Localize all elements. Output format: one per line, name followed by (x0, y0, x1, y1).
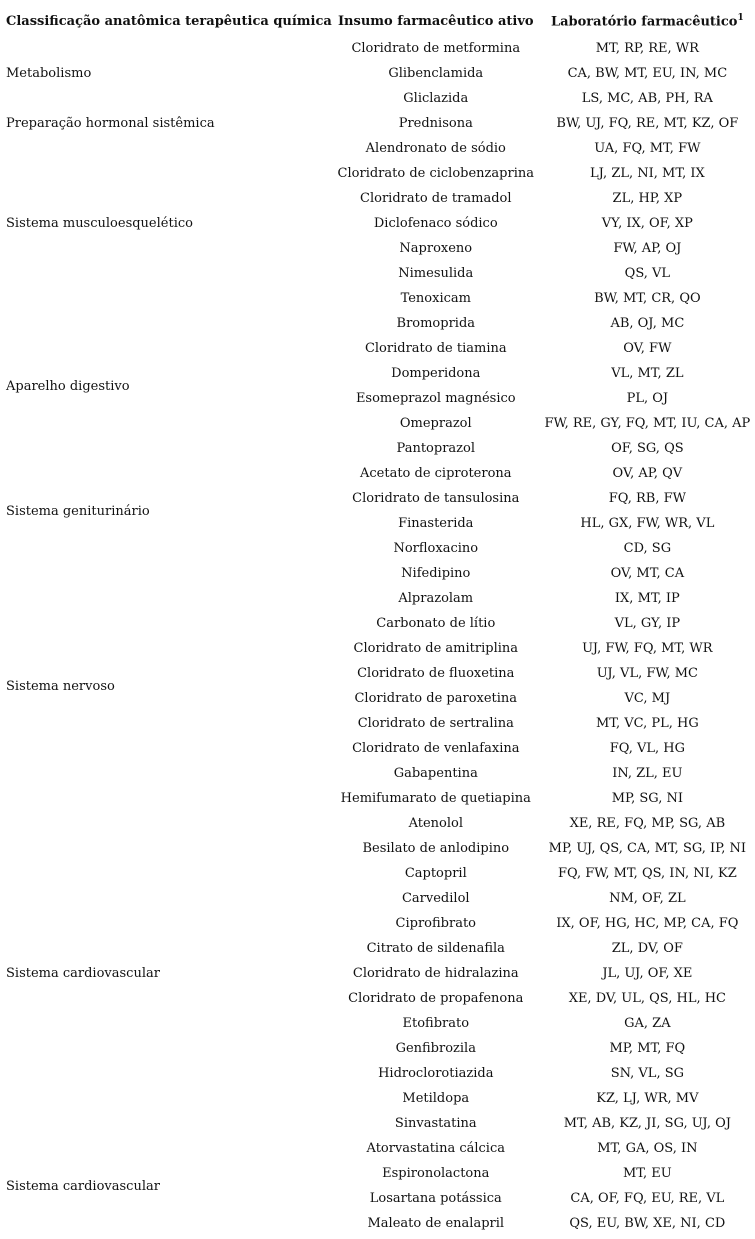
laboratorio-cell: LJ, ZL, NI, MT, IX (589, 166, 705, 181)
insumo-cell: Alprazolam (398, 591, 474, 606)
insumo-cell: Gabapentina (393, 766, 478, 781)
table-row (6, 811, 755, 836)
insumo-cell: Sinvastatina (394, 1116, 477, 1131)
laboratorio-cell: MT, AB, KZ, JI, SG, UJ, OJ (563, 1116, 731, 1131)
insumo-cell: Carvedilol (401, 891, 470, 906)
laboratorio-cell: ZL, DV, OF (611, 941, 683, 956)
insumo-cell: Maleato de enalapril (367, 1216, 505, 1231)
header-laboratorio-label: Laboratório farmacêutico (550, 14, 738, 30)
insumo-cell: Gliclazida (403, 91, 469, 106)
laboratorio-cell: OF, SG, QS (611, 441, 684, 456)
insumo-cell: Metildopa (402, 1091, 470, 1106)
insumo-cell: Citrato de sildenafila (366, 941, 505, 956)
insumo-cell: Omeprazol (399, 416, 472, 431)
header-laboratorio (540, 6, 755, 36)
insumo-cell: Tenoxicam (400, 291, 471, 306)
category-cell: Sistema musculoesquelético (6, 216, 193, 231)
laboratorio-cell: MP, MT, FQ (609, 1041, 686, 1056)
insumo-cell: Alendronato de sódio (365, 141, 506, 156)
laboratorio-cell: MT, RP, RE, WR (595, 41, 699, 56)
insumo-cell: Captopril (404, 866, 467, 881)
laboratorio-cell: QS, EU, BW, XE, NI, CD (569, 1216, 726, 1231)
category-cell: Metabolismo (6, 66, 92, 81)
insumo-cell: Prednisona (398, 116, 473, 131)
category-cell: Sistema cardiovascular (6, 966, 160, 981)
category-cell: Sistema nervoso (6, 678, 115, 694)
laboratorio-cell: PL, OJ (626, 391, 669, 406)
insumo-cell: Cloridrato de amitriplina (353, 641, 519, 656)
laboratorio-cell: MT, GA, OS, IN (597, 1141, 698, 1156)
insumo-cell: Nimesulida (398, 266, 474, 281)
laboratorio-cell: VL, MT, ZL (611, 366, 684, 381)
laboratorio-cell: IX, OF, HG, HC, MP, CA, FQ (556, 916, 739, 931)
table-row (6, 136, 755, 161)
laboratorio-cell: OV, AP, QV (612, 466, 683, 481)
insumo-cell: Cloridrato de propafenona (348, 991, 524, 1006)
laboratorio-cell: IN, ZL, EU (612, 766, 683, 781)
laboratorio-cell: XE, DV, UL, QS, HL, HC (568, 991, 727, 1006)
laboratorio-cell: MP, UJ, QS, CA, MT, SG, IP, NI (548, 841, 747, 856)
insumo-cell: Domperidona (391, 366, 481, 381)
insumo-cell: Carbonato de lítio (376, 616, 496, 631)
insumo-cell: Esomeprazol magnésico (355, 391, 516, 406)
laboratorio-cell: VY, IX, OF, XP (601, 216, 693, 231)
laboratorio-cell: XE, RE, FQ, MP, SG, AB (569, 816, 726, 831)
laboratorio-cell: BW, UJ, FQ, RE, MT, KZ, OF (556, 116, 739, 131)
laboratorio-cell: FQ, VL, HG (609, 741, 686, 756)
table-row (6, 561, 755, 586)
insumo-cell: Atenolol (408, 816, 463, 831)
insumo-cell: Pantoprazol (396, 441, 475, 456)
laboratorio-cell: KZ, LJ, WR, MV (596, 1091, 699, 1106)
laboratorio-cell: MT, EU (622, 1166, 672, 1181)
laboratorio-cell: BW, MT, CR, QO (594, 291, 701, 306)
laboratorio-cell: UA, FQ, MT, FW (594, 141, 701, 156)
insumo-cell: Atorvastatina cálcica (366, 1141, 505, 1156)
laboratorio-cell: UJ, FW, FQ, MT, WR (582, 641, 713, 656)
header-footnote-marker: 1 (737, 12, 744, 23)
insumo-cell: Cloridrato de metformina (351, 41, 521, 56)
laboratorio-cell: HL, GX, FW, WR, VL (580, 516, 715, 531)
laboratorio-cell: MP, SG, NI (611, 791, 683, 806)
insumo-cell: Ciprofibrato (395, 916, 477, 931)
insumo-cell: Genfibrozila (395, 1041, 476, 1056)
insumo-cell: Finasterida (398, 516, 474, 531)
laboratorio-cell: OV, FW (623, 341, 672, 356)
category-cell: Sistema cardiovascular (6, 1178, 160, 1194)
header-insumo: Insumo farmacêutico ativo (337, 13, 534, 29)
laboratorio-cell: OV, MT, CA (610, 566, 685, 581)
laboratorio-cell: GA, ZA (624, 1016, 671, 1031)
table-row (6, 461, 755, 486)
laboratorio-cell: QS, VL (624, 266, 671, 281)
insumo-cell: Besilato de anlodipino (362, 841, 510, 856)
laboratorio-cell: MT, VC, PL, HG (595, 716, 699, 731)
laboratorio-cell: JL, UJ, OF, XE (602, 966, 693, 981)
insumo-cell: Cloridrato de tramadol (360, 191, 512, 206)
insumo-cell: Cloridrato de paroxetina (354, 691, 518, 706)
insumo-cell: Glibenclamida (388, 66, 484, 81)
laboratorio-cell: FQ, FW, MT, QS, IN, NI, KZ (557, 866, 737, 881)
insumo-cell: Bromoprida (396, 316, 476, 331)
insumo-cell: Espironolactona (382, 1166, 490, 1181)
insumo-cell: Acetato de ciproterona (359, 466, 512, 481)
laboratorio-cell: CD, SG (623, 541, 672, 556)
table-body (6, 36, 755, 1236)
laboratorio-cell: FW, AP, OJ (613, 241, 682, 256)
insumo-cell: Cloridrato de tansulosina (352, 491, 520, 506)
category-cell: Preparação hormonal sistêmica (6, 116, 215, 131)
laboratorio-cell: ZL, HP, XP (612, 191, 683, 206)
laboratorio-cell: SN, VL, SG (610, 1066, 684, 1081)
laboratorio-cell: CA, OF, FQ, EU, RE, VL (570, 1191, 725, 1206)
insumo-cell: Cloridrato de tiamina (364, 341, 507, 356)
laboratorio-cell: FQ, RB, FW (608, 491, 686, 506)
laboratorio-cell: VC, MJ (624, 691, 671, 706)
drug-table (6, 6, 755, 1236)
table-row (6, 111, 755, 136)
insumo-cell: Norfloxacino (393, 541, 479, 556)
laboratorio-cell: IX, MT, IP (614, 591, 680, 606)
table-row (6, 311, 755, 336)
header-classificacao: Classificação anatômica terapêutica química (6, 13, 332, 29)
category-cell: Aparelho digestivo (6, 378, 130, 394)
laboratorio-cell: CA, BW, MT, EU, IN, MC (567, 66, 728, 81)
header-row (6, 6, 755, 36)
laboratorio-cell: NM, OF, ZL (609, 891, 686, 906)
insumo-cell: Naproxeno (399, 241, 473, 256)
insumo-cell: Cloridrato de sertralina (357, 716, 514, 731)
laboratorio-cell: UJ, VL, FW, MC (596, 666, 698, 681)
insumo-cell: Losartana potássica (369, 1191, 502, 1206)
laboratorio-cell: VL, GY, IP (614, 616, 681, 631)
laboratorio-cell: FW, RE, GY, FQ, MT, IU, CA, AP (544, 416, 751, 431)
laboratorio-cell: LS, MC, AB, PH, RA (581, 91, 713, 106)
insumo-cell: Etofibrato (402, 1016, 470, 1031)
insumo-cell: Nifedipino (401, 566, 471, 581)
insumo-cell: Cloridrato de fluoxetina (357, 666, 515, 681)
insumo-cell: Diclofenaco sódico (373, 216, 498, 231)
category-cell: Sistema geniturinário (6, 503, 150, 519)
insumo-cell: Hidroclorotiazida (378, 1066, 494, 1081)
laboratorio-cell: AB, OJ, MC (610, 316, 685, 331)
insumo-cell: Cloridrato de ciclobenzaprina (337, 166, 534, 181)
table-row (6, 1136, 755, 1161)
insumo-cell: Cloridrato de venlafaxina (352, 741, 520, 756)
insumo-cell: Cloridrato de hidralazina (352, 966, 519, 981)
insumo-cell: Hemifumarato de quetiapina (340, 791, 531, 806)
table-row (6, 36, 755, 61)
